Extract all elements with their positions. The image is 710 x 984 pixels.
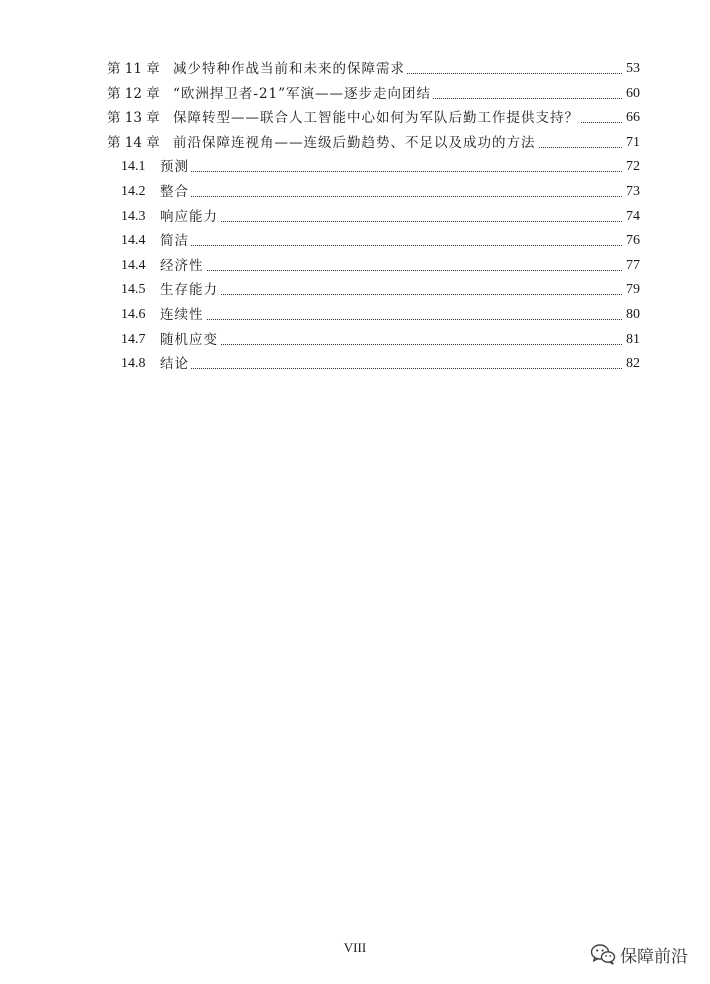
toc-entry-title: 连续性 — [160, 303, 206, 328]
toc-page-number: 74 — [624, 205, 640, 230]
toc-entry-title: 减少特种作战当前和未来的保障需求 — [173, 57, 407, 82]
toc-entry-title: 结论 — [160, 352, 191, 377]
toc-section-number: 14.2 — [121, 183, 146, 199]
toc-entry-title: “欧洲捍卫者-21”军演——逐步走向团结 — [173, 82, 433, 107]
toc-page-number: 80 — [624, 303, 640, 328]
wechat-icon — [590, 943, 616, 965]
toc-entry-14-4a[interactable] — [0, 229, 710, 254]
toc-entry-ch12[interactable] — [0, 82, 710, 107]
toc-entry-14-5[interactable] — [0, 278, 710, 303]
toc-dot-leader — [160, 368, 622, 369]
toc-section-number: 14.1 — [121, 159, 146, 175]
table-of-contents — [0, 57, 710, 377]
toc-entry-14-8[interactable] — [0, 352, 710, 377]
toc-entry-title: 前沿保障连视角——连级后勤趋势、不足以及成功的方法 — [173, 131, 538, 156]
toc-entry-title: 预测 — [160, 155, 191, 180]
toc-entry-14-3[interactable] — [0, 205, 710, 230]
toc-page-number: 73 — [624, 180, 640, 205]
toc-dot-leader — [160, 344, 622, 345]
watermark — [590, 940, 688, 968]
toc-page-number: 82 — [624, 352, 640, 377]
toc-dot-leader — [160, 294, 622, 295]
toc-entry-14-2[interactable] — [0, 180, 710, 205]
toc-entry-14-7[interactable] — [0, 328, 710, 353]
toc-section-number: 14.5 — [121, 282, 146, 298]
toc-entry-ch13[interactable] — [0, 106, 710, 131]
toc-entry-14-6[interactable] — [0, 303, 710, 328]
toc-chapter-number: 第 13 章 — [107, 110, 160, 127]
toc-chapter-number: 第 14 章 — [107, 134, 160, 151]
toc-section-number: 14.7 — [121, 331, 146, 347]
toc-section-number: 14.4 — [121, 233, 146, 249]
toc-entry-title: 保障转型——联合人工智能中心如何为军队后勤工作提供支持？ — [173, 106, 581, 131]
toc-dot-leader — [160, 221, 622, 222]
toc-section-number: 14.3 — [121, 208, 146, 224]
toc-chapter-number: 第 12 章 — [107, 85, 160, 102]
toc-page-number: 77 — [624, 254, 640, 279]
toc-chapter-number: 第 11 章 — [107, 61, 160, 77]
toc-entry-title: 简洁 — [160, 229, 191, 254]
toc-entry-14-4b[interactable] — [0, 254, 710, 279]
toc-dot-leader — [160, 245, 622, 246]
toc-entry-14-1[interactable] — [0, 155, 710, 180]
toc-entry-ch14[interactable] — [0, 131, 710, 156]
toc-entry-title: 随机应变 — [160, 328, 220, 353]
toc-page-number: 79 — [624, 278, 640, 303]
toc-page-number: 81 — [624, 328, 640, 353]
toc-page-number: 72 — [624, 155, 640, 180]
watermark-text: 保障前沿 — [620, 946, 688, 967]
toc-entry-ch11[interactable] — [0, 57, 710, 82]
toc-page-number: 76 — [624, 229, 640, 254]
toc-dot-leader — [160, 196, 622, 197]
toc-dot-leader — [160, 171, 622, 172]
toc-entry-title: 整合 — [160, 180, 191, 205]
toc-dot-leader — [160, 319, 622, 320]
toc-section-number: 14.4 — [121, 257, 146, 273]
toc-page-number: 66 — [624, 106, 640, 131]
toc-page-number: 71 — [624, 131, 640, 156]
toc-section-number: 14.8 — [121, 356, 146, 372]
toc-section-number: 14.6 — [121, 306, 146, 322]
toc-entry-title: 生存能力 — [160, 278, 220, 303]
toc-page-number: 60 — [624, 82, 640, 107]
page-footer-number: VIII — [343, 940, 367, 955]
toc-dot-leader — [160, 270, 622, 271]
toc-entry-title: 经济性 — [160, 254, 206, 279]
toc-entry-title: 响应能力 — [160, 205, 220, 230]
toc-page-number: 53 — [624, 57, 640, 82]
